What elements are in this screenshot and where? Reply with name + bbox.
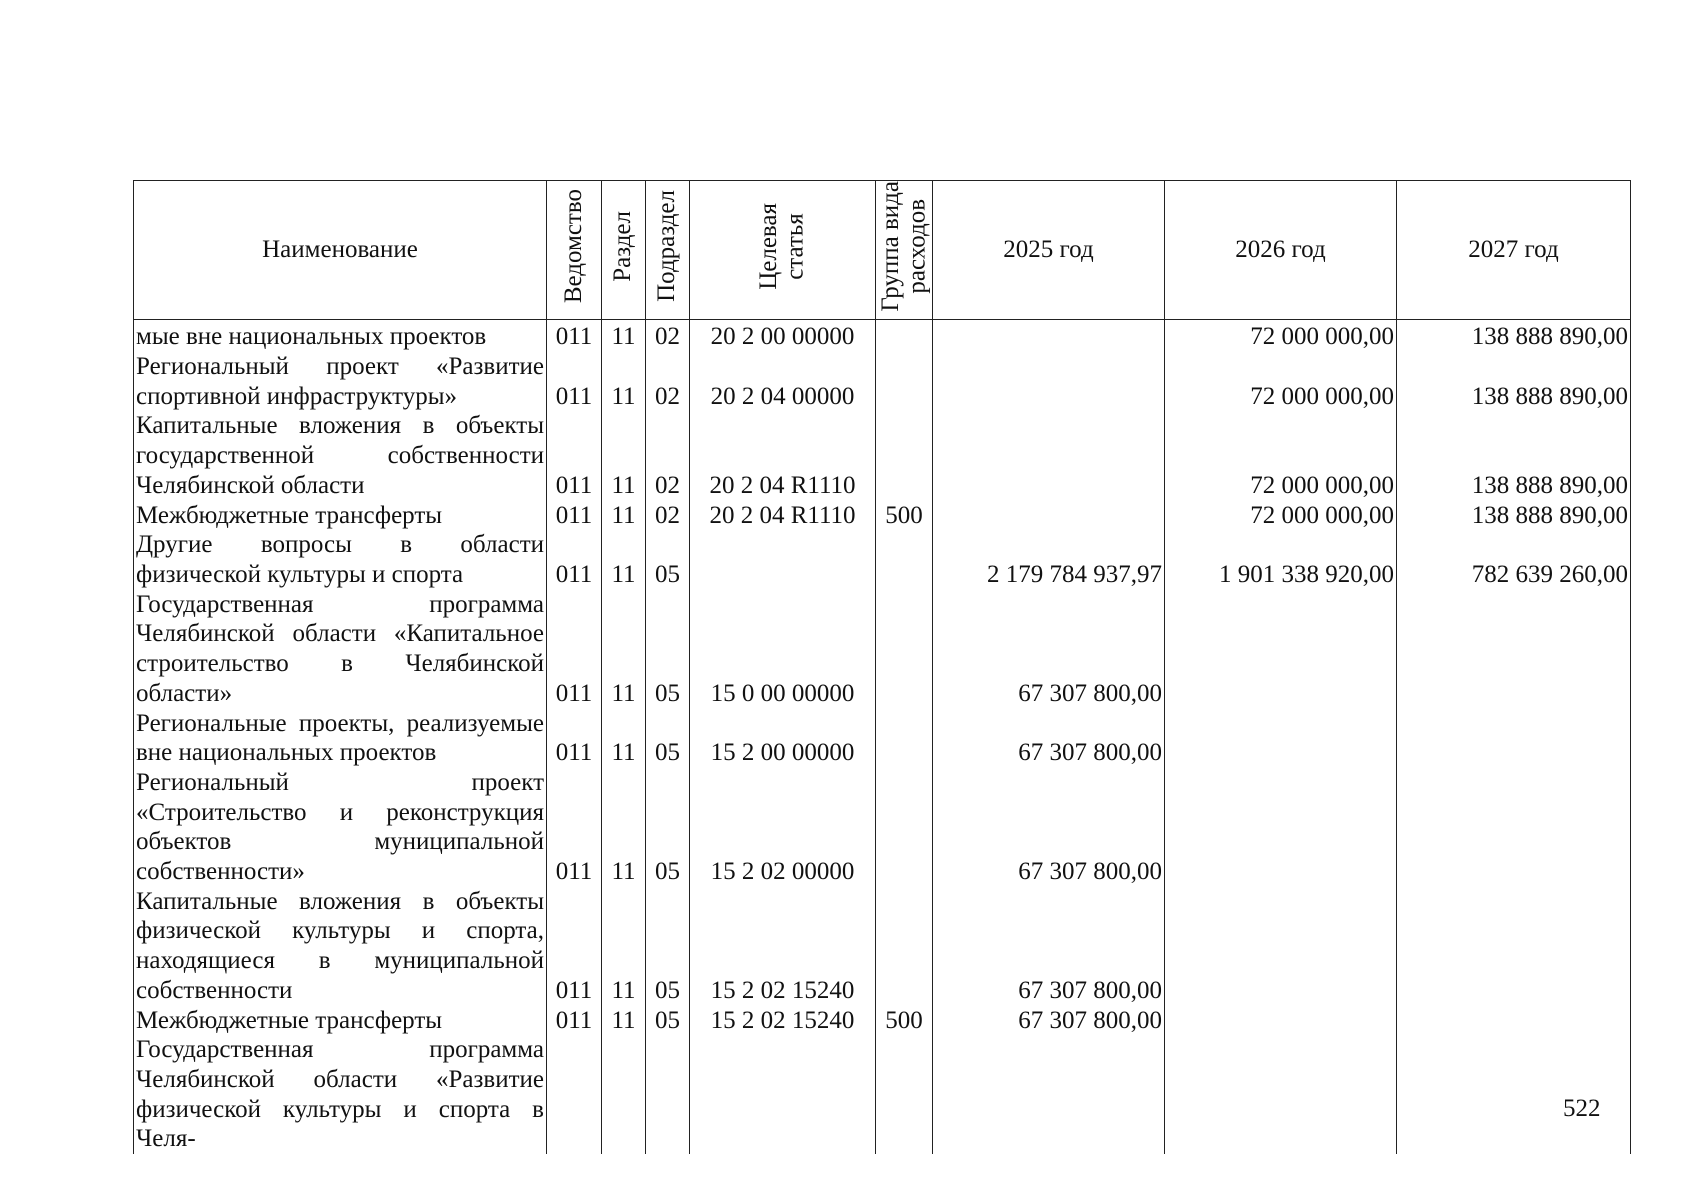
cell-group (876, 768, 933, 887)
table-row (134, 411, 1631, 500)
cell-group (876, 590, 933, 709)
col-name-header: Наименование (134, 181, 547, 320)
col-2025-header: 2025 год (933, 181, 1165, 320)
cell-section: 11 (602, 530, 646, 589)
cell-target: 15 0 00 00000 (690, 590, 876, 709)
cell-name: Межбюджетные трансферты (134, 501, 547, 531)
cell-2025 (933, 411, 1165, 500)
cell-group (876, 887, 933, 1006)
cell-2026: 1 901 338 920,00 (1165, 530, 1397, 589)
cell-subsection: 05 (646, 590, 690, 709)
cell-subsection: 02 (646, 352, 690, 411)
cell-dept: 011 (547, 501, 602, 531)
cell-target: 15 2 02 15240 (690, 1006, 876, 1036)
cell-subsection: 05 (646, 709, 690, 768)
cell-name: Государственная программа Челябинской области «Развитие физической культуры и спорта в Челя- (134, 1035, 547, 1154)
cell-section: 11 (602, 1006, 646, 1036)
cell-2026 (1165, 590, 1397, 709)
cell-target: 15 2 02 00000 (690, 768, 876, 887)
cell-dept: 011 (547, 768, 602, 887)
cell-2025: 67 307 800,00 (933, 590, 1165, 709)
cell-2025: 67 307 800,00 (933, 887, 1165, 1006)
table-row (134, 590, 1631, 709)
cell-section: 11 (602, 709, 646, 768)
cell-2027 (1397, 887, 1631, 1006)
cell-dept (547, 1035, 602, 1154)
cell-2025 (933, 1035, 1165, 1154)
cell-2026: 72 000 000,00 (1165, 320, 1397, 352)
cell-2027: 782 639 260,00 (1397, 530, 1631, 589)
cell-group (876, 352, 933, 411)
cell-2026 (1165, 1006, 1397, 1036)
cell-2026: 72 000 000,00 (1165, 501, 1397, 531)
cell-2027: 138 888 890,00 (1397, 501, 1631, 531)
cell-group (876, 709, 933, 768)
table-row (134, 768, 1631, 887)
col-target-header: Целевая статья (690, 181, 876, 320)
cell-2027: 138 888 890,00 (1397, 320, 1631, 352)
cell-2025: 67 307 800,00 (933, 709, 1165, 768)
cell-subsection: 05 (646, 887, 690, 1006)
col-2027-header: 2027 год (1397, 181, 1631, 320)
cell-section: 11 (602, 887, 646, 1006)
cell-subsection: 02 (646, 411, 690, 500)
table-row (134, 1035, 1631, 1154)
table-row (134, 1006, 1631, 1036)
cell-dept: 011 (547, 590, 602, 709)
col-2026-header: 2026 год (1165, 181, 1397, 320)
cell-2025 (933, 352, 1165, 411)
page-number: 522 (1563, 1095, 1601, 1122)
cell-target: 15 2 00 00000 (690, 709, 876, 768)
cell-target: 20 2 04 R1110 (690, 501, 876, 531)
cell-2026 (1165, 1035, 1397, 1154)
cell-group: 500 (876, 1006, 933, 1036)
cell-name: Региональный проект «Развитие спортивной инфраструктуры» (134, 352, 547, 411)
cell-2027 (1397, 768, 1631, 887)
cell-2026: 72 000 000,00 (1165, 411, 1397, 500)
table-header-row (134, 181, 1631, 320)
cell-target (690, 530, 876, 589)
col-dept-header: Ведомство (547, 181, 602, 320)
budget-table (133, 180, 1631, 1154)
cell-subsection (646, 1035, 690, 1154)
cell-dept: 011 (547, 530, 602, 589)
cell-2026: 72 000 000,00 (1165, 352, 1397, 411)
cell-name: Региональный проект «Строительство и реконструкция объектов муниципальной собственности» (134, 768, 547, 887)
cell-2027: 138 888 890,00 (1397, 352, 1631, 411)
cell-dept: 011 (547, 709, 602, 768)
cell-subsection: 05 (646, 1006, 690, 1036)
cell-dept: 011 (547, 1006, 602, 1036)
cell-2026 (1165, 709, 1397, 768)
table-row (134, 887, 1631, 1006)
cell-dept: 011 (547, 320, 602, 352)
col-group-header: Группа вида расходов (876, 181, 933, 320)
cell-2027: 138 888 890,00 (1397, 411, 1631, 500)
cell-2025 (933, 320, 1165, 352)
cell-target: 15 2 02 15240 (690, 887, 876, 1006)
cell-2027 (1397, 709, 1631, 768)
table-row (134, 352, 1631, 411)
cell-group: 500 (876, 501, 933, 531)
cell-section: 11 (602, 320, 646, 352)
table-row (134, 709, 1631, 768)
cell-target (690, 1035, 876, 1154)
cell-name: Межбюджетные трансферты (134, 1006, 547, 1036)
cell-dept: 011 (547, 411, 602, 500)
cell-section: 11 (602, 411, 646, 500)
table-row (134, 501, 1631, 531)
cell-group (876, 320, 933, 352)
cell-group (876, 1035, 933, 1154)
table-row (134, 530, 1631, 589)
col-section-header: Раздел (602, 181, 646, 320)
cell-name: Региональные проекты, реализуемые вне национальных проектов (134, 709, 547, 768)
cell-2027 (1397, 1006, 1631, 1036)
cell-dept: 011 (547, 887, 602, 1006)
cell-2025: 67 307 800,00 (933, 768, 1165, 887)
cell-2026 (1165, 887, 1397, 1006)
cell-group (876, 530, 933, 589)
cell-name: мые вне национальных проектов (134, 320, 547, 352)
cell-2026 (1165, 768, 1397, 887)
cell-subsection: 05 (646, 530, 690, 589)
table-row (134, 320, 1631, 352)
cell-group (876, 411, 933, 500)
cell-2027 (1397, 590, 1631, 709)
cell-2025: 2 179 784 937,97 (933, 530, 1165, 589)
cell-target: 20 2 04 R1110 (690, 411, 876, 500)
cell-section: 11 (602, 501, 646, 531)
cell-2025: 67 307 800,00 (933, 1006, 1165, 1036)
cell-target: 20 2 04 00000 (690, 352, 876, 411)
cell-target: 20 2 00 00000 (690, 320, 876, 352)
cell-subsection: 05 (646, 768, 690, 887)
cell-section: 11 (602, 768, 646, 887)
cell-name: Государственная программа Челябинской области «Капитальное строительство в Челябинской области» (134, 590, 547, 709)
cell-subsection: 02 (646, 501, 690, 531)
cell-section: 11 (602, 352, 646, 411)
cell-section: 11 (602, 590, 646, 709)
cell-subsection: 02 (646, 320, 690, 352)
col-subsection-header: Подраздел (646, 181, 690, 320)
cell-2025 (933, 501, 1165, 531)
cell-name: Капитальные вложения в объекты физической культуры и спорта, находящиеся в муниципальной собственности (134, 887, 547, 1006)
cell-name: Другие вопросы в области физической культуры и спорта (134, 530, 547, 589)
cell-section (602, 1035, 646, 1154)
cell-dept: 011 (547, 352, 602, 411)
cell-name: Капитальные вложения в объекты государственной собственности Челябинской области (134, 411, 547, 500)
